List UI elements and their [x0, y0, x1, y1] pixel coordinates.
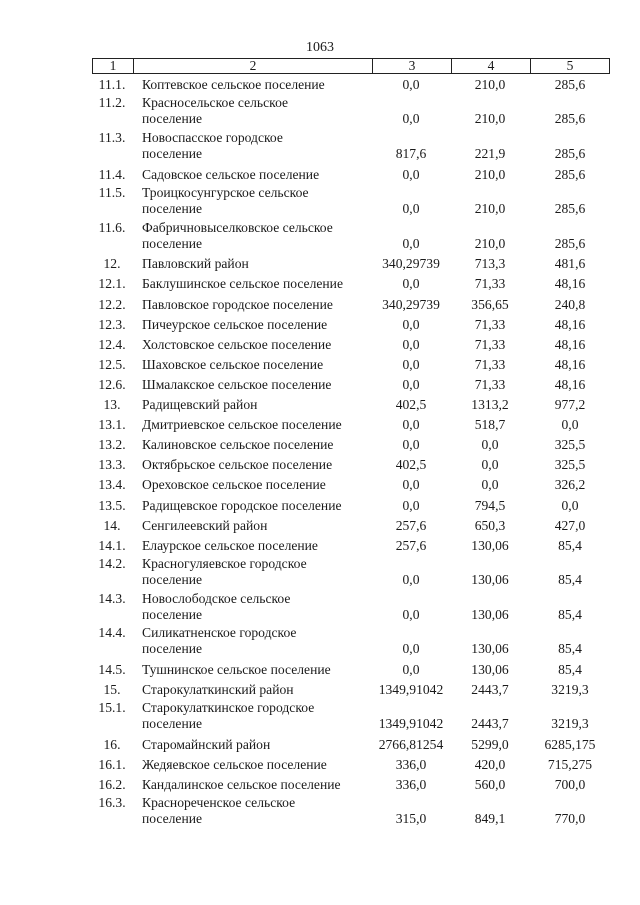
- cell-col-3: 2766,81254: [378, 737, 444, 753]
- cell-col-3: 0,0: [402, 276, 420, 292]
- row-name-continuation: поселение: [142, 145, 203, 161]
- cell-col-5: 700,0: [554, 777, 586, 793]
- cell-col-3: 0,0: [402, 200, 420, 216]
- table-header: [92, 58, 610, 74]
- row-number: 11.2.: [98, 95, 126, 111]
- table-row: [0, 591, 640, 626]
- cell-col-5: 285,6: [554, 166, 586, 182]
- table-row: [0, 625, 640, 660]
- cell-col-4: 420,0: [474, 757, 506, 773]
- row-name: Павловское городское поселение: [142, 296, 333, 312]
- row-number: 11.1.: [98, 77, 126, 92]
- cell-col-5: 427,0: [554, 517, 586, 533]
- row-number: 16.1.: [98, 757, 126, 773]
- cell-col-3: 336,0: [395, 777, 427, 793]
- cell-col-3: 1349,91042: [378, 682, 444, 698]
- row-name-continuation: поселение: [142, 235, 203, 251]
- cell-col-4: 0,0: [481, 477, 499, 493]
- table-row: [0, 475, 640, 495]
- page-number: 1063: [306, 40, 334, 55]
- cell-col-4: 130,06: [471, 641, 509, 657]
- table-row: [0, 755, 640, 775]
- table-row: [0, 95, 640, 130]
- row-number: 14.3.: [98, 590, 126, 606]
- row-number: 11.4.: [98, 166, 126, 182]
- table-row: [0, 254, 640, 274]
- cell-col-5: 85,4: [558, 641, 582, 657]
- header-col-3: 3: [408, 58, 416, 73]
- table-row: [0, 375, 640, 395]
- row-name: Радищевский район: [142, 397, 258, 413]
- row-name-continuation: поселение: [142, 606, 203, 622]
- row-number: 12.3.: [98, 316, 126, 332]
- row-number: 13.2.: [98, 437, 126, 453]
- row-name-continuation: поселение: [142, 716, 203, 732]
- cell-col-3: 817,6: [395, 145, 427, 161]
- cell-col-5: 977,2: [554, 397, 586, 413]
- row-number: 13.: [103, 397, 121, 413]
- table-row: [0, 435, 640, 455]
- cell-col-4: 5299,0: [471, 737, 509, 753]
- row-number: 14.: [103, 517, 121, 533]
- cell-col-4: 210,0: [474, 111, 506, 127]
- row-number: 15.1.: [98, 700, 126, 716]
- row-name: Пичеурское сельское поселение: [142, 316, 328, 332]
- table-row: [0, 355, 640, 375]
- cell-col-5: 770,0: [554, 811, 586, 827]
- cell-col-3: 257,6: [395, 537, 427, 553]
- cell-col-4: 210,0: [474, 200, 506, 216]
- row-name: Холстовское сельское поселение: [142, 336, 332, 352]
- row-name-continuation: поселение: [142, 111, 203, 127]
- cell-col-5: 240,8: [554, 296, 586, 312]
- cell-col-3: 0,0: [402, 641, 420, 657]
- row-name: Шаховское сельское поселение: [142, 356, 324, 372]
- cell-col-5: 48,16: [554, 276, 586, 292]
- cell-col-3: 0,0: [402, 497, 420, 513]
- cell-col-3: 1349,91042: [378, 716, 444, 732]
- row-name: Радищевское городское поселение: [142, 497, 342, 513]
- table-row: [0, 295, 640, 315]
- table-row: [0, 165, 640, 185]
- cell-col-3: 0,0: [402, 356, 420, 372]
- row-number: 14.2.: [98, 555, 126, 571]
- row-name: Коптевское сельское поселение: [142, 77, 325, 92]
- cell-col-5: 285,6: [554, 200, 586, 216]
- row-number: 12.5.: [98, 356, 126, 372]
- cell-col-3: 257,6: [395, 517, 427, 533]
- row-name: Октябрьское сельское поселение: [142, 457, 333, 473]
- row-number: 14.5.: [98, 662, 126, 678]
- table-body: [0, 75, 640, 830]
- cell-col-3: 0,0: [402, 235, 420, 251]
- cell-col-4: 210,0: [474, 166, 506, 182]
- cell-col-5: 85,4: [558, 662, 582, 678]
- cell-col-4: 2443,7: [471, 716, 509, 732]
- cell-col-5: 48,16: [554, 356, 586, 372]
- row-number: 11.5.: [98, 184, 126, 200]
- table-row: [0, 130, 640, 165]
- table-row: [0, 315, 640, 335]
- row-name: Красногуляевское городское: [142, 555, 307, 571]
- cell-col-4: 71,33: [474, 316, 506, 332]
- row-name: Фабричновыселковское сельское: [142, 219, 333, 235]
- cell-col-4: 849,1: [474, 811, 506, 827]
- cell-col-5: 715,275: [547, 757, 593, 773]
- cell-col-5: 325,5: [554, 437, 586, 453]
- table-row: [0, 735, 640, 755]
- row-number: 12.4.: [98, 336, 126, 352]
- row-number: 16.: [103, 737, 121, 753]
- row-name: Жедяевское сельское поселение: [142, 757, 327, 773]
- row-name-continuation: поселение: [142, 641, 203, 657]
- table-row: [0, 395, 640, 415]
- cell-col-5: 0,0: [561, 417, 579, 433]
- cell-col-4: 560,0: [474, 777, 506, 793]
- row-name: Новослободское сельское: [142, 590, 291, 606]
- cell-col-3: 0,0: [402, 417, 420, 433]
- row-name: Павловский район: [142, 256, 249, 272]
- cell-col-3: 0,0: [402, 606, 420, 622]
- cell-col-5: 285,6: [554, 111, 586, 127]
- cell-col-4: 713,3: [474, 256, 506, 272]
- row-name: Старомайнский район: [142, 737, 271, 753]
- row-number: 14.4.: [98, 625, 126, 641]
- row-number: 13.1.: [98, 417, 126, 433]
- cell-col-3: 0,0: [402, 166, 420, 182]
- row-number: 11.6.: [98, 219, 126, 235]
- cell-col-3: 336,0: [395, 757, 427, 773]
- row-number: 14.1.: [98, 537, 126, 553]
- table-row: [0, 536, 640, 556]
- row-name: Новоспасское городское: [142, 129, 283, 145]
- cell-col-3: 0,0: [402, 376, 420, 392]
- cell-col-4: 0,0: [481, 457, 499, 473]
- table-row: [0, 680, 640, 700]
- row-number: 13.3.: [98, 457, 126, 473]
- cell-col-5: 48,16: [554, 316, 586, 332]
- cell-col-5: 85,4: [558, 571, 582, 587]
- cell-col-4: 130,06: [471, 606, 509, 622]
- cell-col-3: 0,0: [402, 77, 420, 92]
- cell-col-3: 0,0: [402, 477, 420, 493]
- table-row: [0, 660, 640, 680]
- header-col-1: 1: [109, 58, 117, 73]
- table-row: [0, 220, 640, 255]
- table-row: [0, 496, 640, 516]
- header-col-2: 2: [249, 58, 257, 73]
- cell-col-4: 71,33: [474, 336, 506, 352]
- cell-col-4: 650,3: [474, 517, 506, 533]
- row-name-continuation: поселение: [142, 571, 203, 587]
- row-name: Кандалинское сельское поселение: [142, 777, 341, 793]
- cell-col-5: 285,6: [554, 77, 586, 92]
- row-name: Калиновское сельское поселение: [142, 437, 334, 453]
- cell-col-3: 402,5: [395, 397, 427, 413]
- cell-col-3: 402,5: [395, 457, 427, 473]
- cell-col-4: 71,33: [474, 356, 506, 372]
- cell-col-4: 356,65: [471, 296, 509, 312]
- cell-col-3: 315,0: [395, 811, 427, 827]
- row-name-continuation: поселение: [142, 811, 203, 827]
- row-number: 12.6.: [98, 376, 126, 392]
- cell-col-4: 1313,2: [471, 397, 509, 413]
- cell-col-4: 221,9: [474, 145, 506, 161]
- cell-col-4: 794,5: [474, 497, 506, 513]
- row-number: 15.: [103, 682, 121, 698]
- cell-col-4: 210,0: [474, 235, 506, 251]
- table-row: [0, 516, 640, 536]
- cell-col-4: 71,33: [474, 276, 506, 292]
- table-row: [0, 335, 640, 355]
- table-row: [0, 274, 640, 294]
- row-number: 12.: [103, 256, 121, 272]
- row-name: Шмалакское сельское поселение: [142, 376, 332, 392]
- table-row: [0, 556, 640, 591]
- cell-col-4: 130,06: [471, 537, 509, 553]
- cell-col-3: 340,29739: [382, 296, 440, 312]
- cell-col-4: 0,0: [481, 437, 499, 453]
- row-name: Тушнинское сельское поселение: [142, 662, 331, 678]
- row-number: 11.3.: [98, 129, 126, 145]
- table-row: [0, 185, 640, 220]
- cell-col-5: 48,16: [554, 336, 586, 352]
- table-row: [0, 75, 640, 95]
- row-name: Баклушинское сельское поселение: [142, 276, 343, 292]
- cell-col-4: 71,33: [474, 376, 506, 392]
- cell-col-3: 0,0: [402, 571, 420, 587]
- cell-col-3: 0,0: [402, 316, 420, 332]
- row-name: Старокулаткинское городское: [142, 700, 315, 716]
- cell-col-5: 0,0: [561, 497, 579, 513]
- cell-col-5: 481,6: [554, 256, 586, 272]
- table-row: [0, 700, 640, 735]
- cell-col-5: 285,6: [554, 235, 586, 251]
- cell-col-5: 48,16: [554, 376, 586, 392]
- cell-col-5: 285,6: [554, 145, 586, 161]
- row-name: Елаурское сельское поселение: [142, 537, 318, 553]
- cell-col-3: 0,0: [402, 111, 420, 127]
- cell-col-5: 6285,175: [544, 737, 596, 753]
- header-col-5: 5: [566, 58, 574, 73]
- row-number: 13.4.: [98, 477, 126, 493]
- cell-col-4: 518,7: [474, 417, 506, 433]
- cell-col-4: 130,06: [471, 662, 509, 678]
- row-number: 12.1.: [98, 276, 126, 292]
- row-name-continuation: поселение: [142, 200, 203, 216]
- cell-col-4: 2443,7: [471, 682, 509, 698]
- row-number: 16.3.: [98, 795, 126, 811]
- cell-col-3: 0,0: [402, 437, 420, 453]
- cell-col-5: 325,5: [554, 457, 586, 473]
- row-name: Краснореченское сельское: [142, 795, 296, 811]
- row-name: Силикатненское городское: [142, 625, 297, 641]
- row-name: Старокулаткинский район: [142, 682, 294, 698]
- cell-col-5: 85,4: [558, 606, 582, 622]
- row-name: Сенгилеевский район: [142, 517, 268, 533]
- cell-col-3: 0,0: [402, 336, 420, 352]
- cell-col-3: 340,29739: [382, 256, 440, 272]
- cell-col-5: 3219,3: [551, 682, 589, 698]
- table-row: [0, 795, 640, 830]
- cell-col-4: 130,06: [471, 571, 509, 587]
- cell-col-3: 0,0: [402, 662, 420, 678]
- header-col-4: 4: [487, 58, 495, 73]
- cell-col-5: 85,4: [558, 537, 582, 553]
- cell-col-5: 326,2: [554, 477, 586, 493]
- table-row: [0, 415, 640, 435]
- cell-col-4: 210,0: [474, 77, 506, 92]
- row-name: Садовское сельское поселение: [142, 166, 320, 182]
- row-name: Ореховское сельское поселение: [142, 477, 326, 493]
- row-number: 12.2.: [98, 296, 126, 312]
- row-name: Троицкосунгурское сельское: [142, 184, 309, 200]
- cell-col-5: 3219,3: [551, 716, 589, 732]
- table-row: [0, 775, 640, 795]
- row-number: 16.2.: [98, 777, 126, 793]
- row-name: Красносельское сельское: [142, 95, 289, 111]
- row-name: Дмитриевское сельское поселение: [142, 417, 342, 433]
- table-row: [0, 455, 640, 475]
- row-number: 13.5.: [98, 497, 126, 513]
